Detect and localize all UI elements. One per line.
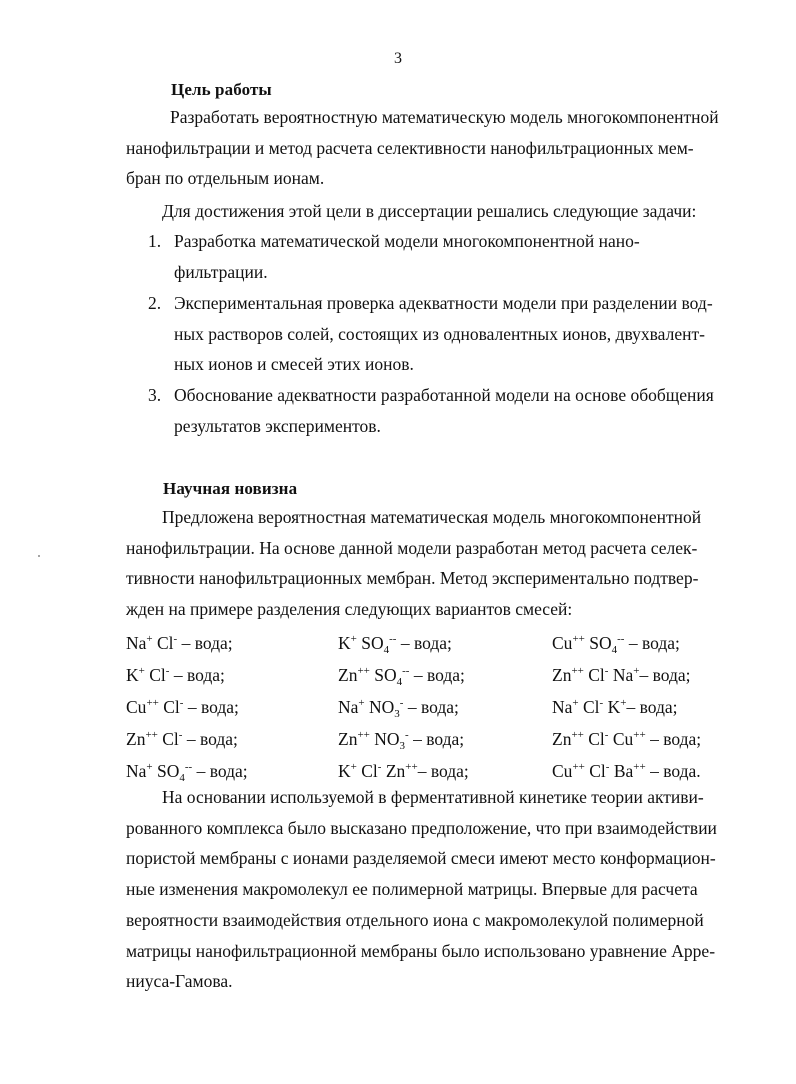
formula-part: Zn xyxy=(552,665,572,685)
formula-part: + xyxy=(633,665,640,677)
formula-part: ++ xyxy=(571,665,584,677)
formula-part: – вода; xyxy=(396,633,452,653)
formula-part: – вода. xyxy=(645,761,701,781)
formula-part: ++ xyxy=(571,729,584,741)
formula-part: – вода; xyxy=(645,729,702,749)
formula-part: Cl xyxy=(356,761,378,781)
formula-part: - xyxy=(599,697,604,709)
formula-part: – вода; xyxy=(403,697,459,717)
formula-part: + xyxy=(358,697,365,709)
formula-part: – вода; xyxy=(417,761,469,781)
task-item-2 xyxy=(148,288,754,380)
formula-part: - xyxy=(377,761,382,773)
formula-part: - xyxy=(605,761,610,773)
formula-part: ++ xyxy=(145,729,158,741)
page-number: 3 xyxy=(394,50,402,67)
formula-part: – вода; xyxy=(182,729,238,749)
formula-part: Na xyxy=(608,665,634,685)
mixture-entry xyxy=(126,633,233,653)
formula-part: ++ xyxy=(146,697,159,709)
formula-part: Cu xyxy=(552,761,573,781)
formula-part: -- xyxy=(389,633,397,645)
formula-part: - xyxy=(165,665,170,677)
task-number: 3. xyxy=(148,385,162,405)
formula-part: ++ xyxy=(633,729,646,741)
task-number: 1. xyxy=(148,231,162,251)
mixture-entry xyxy=(552,697,678,717)
mixture-entry xyxy=(126,729,238,749)
formula-part: Ba xyxy=(609,761,634,781)
formula-part: Cl xyxy=(583,665,605,685)
formula-part: -- xyxy=(617,633,625,645)
formula-part: 4 xyxy=(383,644,390,656)
formula-part: Na xyxy=(126,761,147,781)
formula-part: – вода; xyxy=(639,665,691,685)
goal-paragraph: Разработать вероятностную математическую модель многокомпонентной нанофильтрации и метод расчета селективности нанофильтрационных мем- бран по отдельным ионам. xyxy=(126,107,719,189)
formula-part: – вода; xyxy=(192,761,248,781)
formula-part: Cl xyxy=(584,761,606,781)
novelty-heading: Научная новизна xyxy=(163,479,298,498)
formula-part: – вода; xyxy=(169,665,225,685)
formula-part: – вода; xyxy=(624,633,680,653)
goal-heading: Цель работы xyxy=(171,80,272,99)
formula-part: + xyxy=(350,761,357,773)
formula-part: + xyxy=(572,697,579,709)
formula-part: Zn xyxy=(552,729,572,749)
formula-part: Na xyxy=(552,697,573,717)
formula-part: - xyxy=(399,697,404,709)
novelty-paragraph-1: Предложена вероятностная математическая модель многокомпонентной нанофильтрации. На основе данной модели разработан метод расчета селек- тивности нанофильтрационных мембран. Метод экспериментально подтвер- жден на примере разделения следующих вариантов смесей: xyxy=(126,507,702,620)
mixture-entry xyxy=(338,761,469,781)
formula-part: Cl xyxy=(583,729,605,749)
formula-part: – вода; xyxy=(409,665,465,685)
formula-part: 3 xyxy=(394,708,400,720)
formula-part: – вода; xyxy=(177,633,233,653)
formula-part: - xyxy=(604,665,609,677)
formula-part: Na xyxy=(126,633,147,653)
formula-part: - xyxy=(405,729,409,741)
mixture-entry xyxy=(126,761,248,784)
formula-part: NO xyxy=(369,729,400,749)
formula-part: Cu xyxy=(126,697,147,717)
formula-part: + xyxy=(138,665,145,677)
formula-part: Zn xyxy=(381,761,406,781)
formula-part: - xyxy=(173,633,178,645)
formula-part: 3 xyxy=(399,740,406,752)
mixture-entry xyxy=(552,665,691,685)
formula-part: -- xyxy=(184,761,193,773)
task-item-3 xyxy=(148,380,754,442)
task-text: Обоснование адекватности разработанной модели на основе обобщения результатов экспериментов. xyxy=(174,385,714,436)
formula-part: Cu xyxy=(608,729,634,749)
formula-part: SO xyxy=(369,665,397,685)
mixture-entry xyxy=(126,665,225,685)
formula-part: Zn xyxy=(338,729,358,749)
mixture-entry xyxy=(338,729,465,752)
formula-part: Zn xyxy=(126,729,146,749)
formula-part: - xyxy=(604,729,609,741)
formula-part: 4 xyxy=(179,772,185,784)
mixture-entry xyxy=(338,633,452,656)
formula-part: K xyxy=(603,697,621,717)
formula-part: + xyxy=(350,633,357,645)
task-item-1 xyxy=(148,226,754,288)
formula-part: Cu xyxy=(552,633,573,653)
task-number: 2. xyxy=(148,293,162,313)
mixture-entry xyxy=(126,697,239,717)
mixture-entry xyxy=(552,729,701,749)
mixture-entry xyxy=(338,697,459,720)
tasks-intro: Для достижения этой цели в диссертации решались следующие задачи: xyxy=(162,201,697,221)
formula-part: - xyxy=(179,697,184,709)
formula-part: K xyxy=(338,761,351,781)
formula-part: Zn xyxy=(338,665,358,685)
mixture-entry xyxy=(338,665,465,688)
formula-part: -- xyxy=(402,665,410,677)
formula-part: K xyxy=(338,633,351,653)
task-text: Разработка математической модели многокомпонентной нано- фильтрации. xyxy=(174,231,640,282)
formula-part: ++ xyxy=(405,761,418,773)
novelty-paragraph-2: На основании используемой в ферментативной кинетике теории активи- рованного комплекса было высказано предположение, что при взаимодействии пористой мембраны с ионами разделяемой смеси имеют место конформацион- ные изменения макромолекул ее полимерной матрицы. Впервые для расчета вероятности взаимодействия отдельного иона с макромолекулой полимерной матрицы нанофильтрационной мембраны было использовано уравнение Арре- ниуса-Гамова. xyxy=(126,787,717,992)
formula-part: ++ xyxy=(572,761,585,773)
formula-part: Cl xyxy=(158,697,180,717)
formula-part: SO xyxy=(152,761,180,781)
formula-part: – вода; xyxy=(183,697,239,717)
task-text: Экспериментальная проверка адекватности модели при разделении вод- ных растворов солей, состоящих из одновалентных ионов, двухвалент- ных ионов и смесей этих ионов. xyxy=(174,293,713,375)
formula-part: Na xyxy=(338,697,359,717)
mixtures-table xyxy=(126,627,766,787)
formula-part: – вода; xyxy=(626,697,678,717)
formula-part: + xyxy=(146,633,153,645)
formula-part: 4 xyxy=(611,644,618,656)
formula-part: + xyxy=(146,761,153,773)
formula-part: SO xyxy=(584,633,612,653)
formula-part: NO xyxy=(364,697,395,717)
formula-part: ++ xyxy=(572,633,585,645)
formula-part: K xyxy=(126,665,139,685)
formula-part: SO xyxy=(356,633,384,653)
formula-part: + xyxy=(620,697,627,709)
formula-part: 4 xyxy=(396,676,403,688)
formula-part: Cl xyxy=(578,697,600,717)
mixture-entry xyxy=(552,633,680,656)
mixture-entry xyxy=(552,761,701,781)
formula-part: ++ xyxy=(357,729,370,741)
formula-part: – вода; xyxy=(408,729,465,749)
formula-part: ++ xyxy=(357,665,370,677)
scan-speck xyxy=(38,555,40,557)
formula-part: Cl xyxy=(157,729,179,749)
formula-part: Cl xyxy=(144,665,166,685)
formula-part: - xyxy=(178,729,183,741)
formula-part: ++ xyxy=(633,761,646,773)
formula-part: Cl xyxy=(152,633,174,653)
